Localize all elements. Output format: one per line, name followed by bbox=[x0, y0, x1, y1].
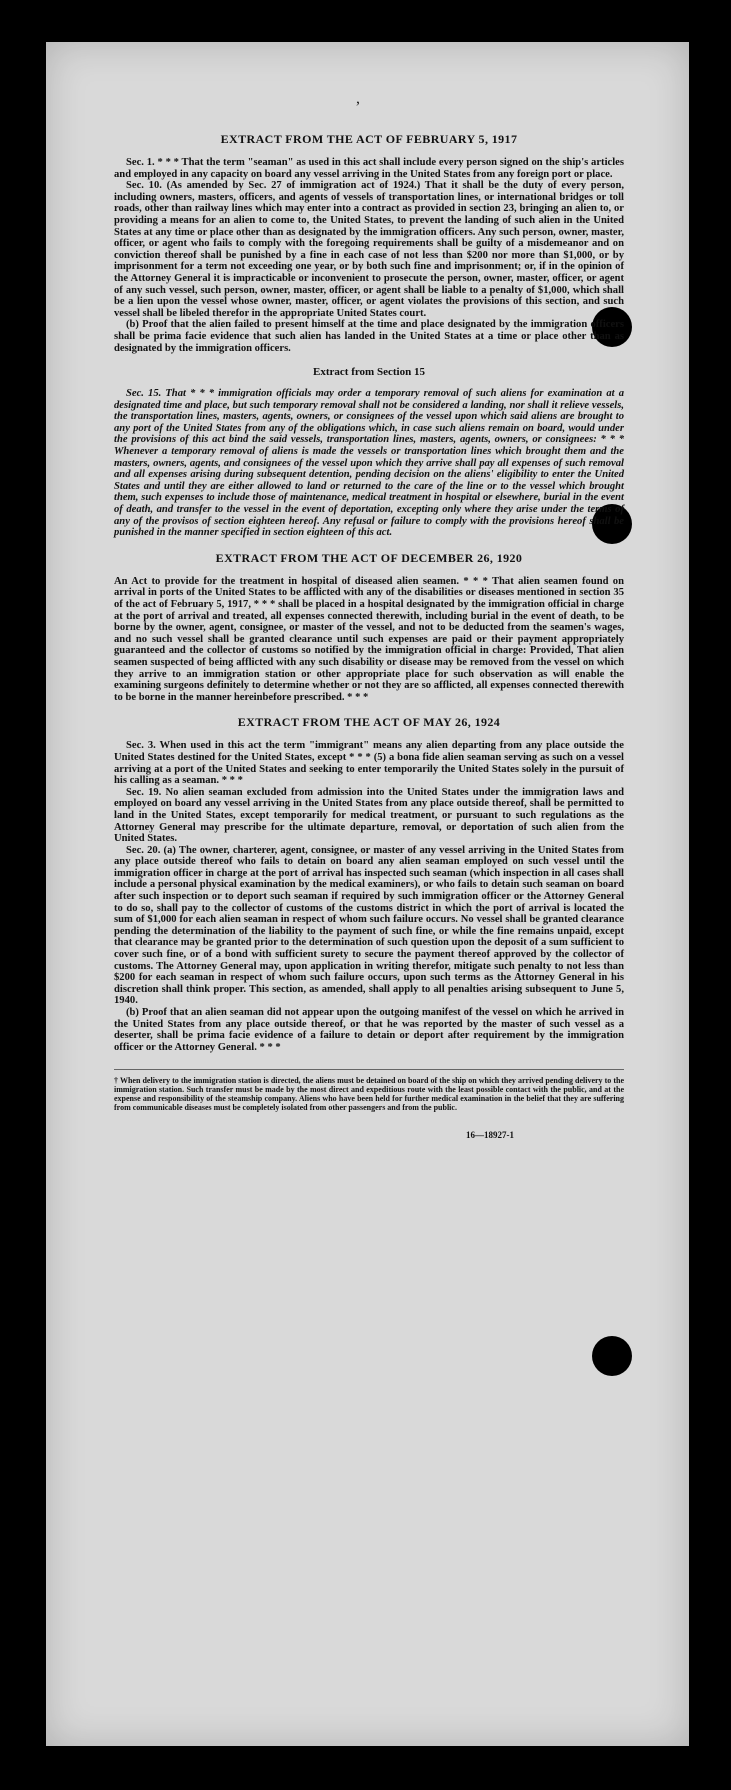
heading-act-1920: EXTRACT FROM THE ACT OF DECEMBER 26, 1920 bbox=[215, 550, 523, 565]
heading-act-1924: EXTRACT FROM THE ACT OF MAY 26, 1924 bbox=[237, 715, 501, 730]
heading-act-1917: EXTRACT FROM THE ACT OF FEBRUARY 5, 1917 bbox=[220, 132, 518, 146]
scan-mark: , bbox=[356, 90, 360, 107]
paragraph-sec-15: Sec. 15. That * * * immigration officials may order a temporary removal of such aliens for examination at a designated time and place, but such temporary removal shall not be considered a landing, nor shall it relieve vessels, the transportation lines, masters, agents, owners, or consignees of the vessel upon which said aliens are brought to any port of the United States from any of the obligations which, in case such aliens remain on board, would under the provisions of this act bind the said vessels, transportation lines, masters, agents, owners, or consignees: * * * Whenever a temporary removal of aliens is made the vessels or transportation lines which brought them and the masters, owners, agents, and consignees of the vessel upon which they arrive shall pay all expenses of such removal and all expenses arising during subsequent detention, pending decision on the aliens' eligibility to enter the United States and until they are either allowed to land or returned to the care of the line or to the vessel which brought them, such expenses to include those of maintenance, medical treatment in hospital or elsewhere, burial in the event of death, and transfer to the vessel in the event of deportation, excepting only where they arise under the terms of any of the provisos of section eighteen hereof. Any refusal or failure to comply with the provisions hereof shall be punished in the manner specified in section eighteen of this act. bbox=[114, 388, 624, 539]
punch-hole-3 bbox=[592, 1336, 632, 1376]
paragraph-sec-20a: Sec. 20. (a) The owner, charterer, agent, consignee, or master of any vessel arriving in the United States from any place outside thereof who fails to detain on board any alien seaman employed on such vessel until the immigration officer in charge at the port of arrival has inspected such seaman (which inspection in all cases shall include a personal physical examination by the medical examiners), or who fails to detain such seaman on board after such inspection or to deport such seaman if required by such immigration officer or the Attorney General to do so, shall pay to the collector of customs of the customs district in which the port of arrival is located the sum of $1,000 for each alien seaman in respect of whom such failure occurs. No vessel shall be granted clearance pending the determination of the liability to the payment of such fine, or while the fine remains unpaid, except that clearance may be granted prior to the determination of such question upon the deposit of a sum sufficient to cover such fine, or of a bond with sufficient surety to secure the payment thereof approved by the collector of customs. The Attorney General may, upon application in writing therefor, mitigate such penalty to not less than $200 for each seaman in respect of whom such failure occurs, upon such terms as the Attorney General in his discretion shall think proper. This section, as amended, shall apply to all penalties arising subsequent to June 5, 1940. bbox=[114, 844, 624, 1007]
document-body bbox=[114, 132, 624, 1140]
form-number: 16—18927-1 bbox=[466, 1130, 514, 1141]
paragraph-act-1920: An Act to provide for the treatment in hospital of diseased alien seamen. * * * That alien seamen found on arrival in ports of the United States to be afflicted with any of the disabilities or diseases mentioned in section 35 of the act of February 5, 1917, * * * shall be placed in a hospital designated by the immigration official in charge at the port of arrival and treated, all expenses connected therewith, including burial in the event of death, to be borne by the owner, agent, consignee, or master of the vessel, and not to be deducted from the seamen's wages, and no such vessel shall be granted clearance until such expenses are paid or their payment appropriately guaranteed and the collector of customs so notified by the immigration official in charge: Provided, That alien seamen suspected of being afflicted with any such disability or disease may be removed from the vessel on which they arrive to an immigration station or other appropriate place for such observation as will enable the examining surgeons definitely to determine whether or not they are so afflicted, all expenses connected therewith to be borne in the manner hereinbefore prescribed. * * * bbox=[114, 575, 624, 703]
footnote: † When delivery to the immigration station is directed, the aliens must be detained on board of the ship on which they arrived pending delivery to the immigration station. Such transfer must be made by the most direct and expeditious route with the least possible contact with the public, and at the expense and responsibility of the steamship company. Aliens who have been held for further medical examination in the belief that they are suffering from communicable diseases must be completely isolated from other passengers and from the public. bbox=[114, 1069, 624, 1112]
paragraph-sec-1: Sec. 1. * * * That the term "seaman" as used in this act shall include every person signed on the ship's articles and employed in any capacity on board any vessel arriving in the United States from any foreign port or place. bbox=[114, 157, 624, 180]
paragraph-sec-19: Sec. 19. No alien seaman excluded from admission into the United States under the immigration laws and employed on board any vessel arriving in the United States from any place outside thereof, shall be permitted to land in the United States, except temporarily for medical treatment, or pursuant to such regulations as the Attorney General may prescribe for the ultimate departure, removal, or deportation of such alien from the United States. bbox=[114, 786, 624, 845]
paragraph-sec-10: Sec. 10. (As amended by Sec. 27 of immigration act of 1924.) That it shall be the duty of every person, including owners, masters, officers, and agents of vessels of transportation lines, or international bridges or toll roads, other than railway lines which may enter into a contract as provided in section 23, bringing an alien to, or providing a means for an alien to come to, the United States, to prevent the landing of such alien in the United States at any time or place other than as designated by the immigration officers. Any such person, owner, master, officer, or agent who fails to comply with the foregoing requirements shall be guilty of a misdemeanor and on conviction thereof shall be punished by a fine in each case of not less than $200 nor more than $1,000, or by imprisonment for a term not exceeding one year, or by both such fine and imprisonment; or, if in the opinion of the Attorney General it is impracticable or inconvenient to prosecute the person, owner, master, officer, or agent of any such vessel, such person, owner, master, officer, or agent shall be liable to a penalty of $1,000, which shall be a lien upon the vessel whose owner, master, officer, or agent violates the provisions of this section, and such vessel shall be libeled therefor in the appropriate United States court. bbox=[114, 180, 624, 319]
paragraph-sec-3: Sec. 3. When used in this act the term "immigrant" means any alien departing from any place outside the United States destined for the United States, except * * * (5) a bona fide alien seaman serving as such on a vessel arriving at a port of the United States and seeking to enter temporarily the United States solely in the pursuit of his calling as a seaman. * * * bbox=[114, 740, 624, 787]
paragraph-sec-10b: (b) Proof that the alien failed to present himself at the time and place designated by the immigration officers shall be prima facie evidence that such alien has landed in the United States at a time or place other than as designated by the immigration officers. bbox=[114, 319, 624, 354]
heading-section-15: Extract from Section 15 bbox=[313, 366, 425, 379]
paragraph-sec-20b: (b) Proof that an alien seaman did not appear upon the outgoing manifest of the vessel on which he arrived in the United States from any place outside thereof, or that he was reported by the master of such vessel as a deserter, shall be prima facie evidence of a failure to detain or deport after requirement by the immigration officer or the Attorney General. * * * bbox=[114, 1007, 624, 1053]
document-page bbox=[46, 42, 689, 1746]
